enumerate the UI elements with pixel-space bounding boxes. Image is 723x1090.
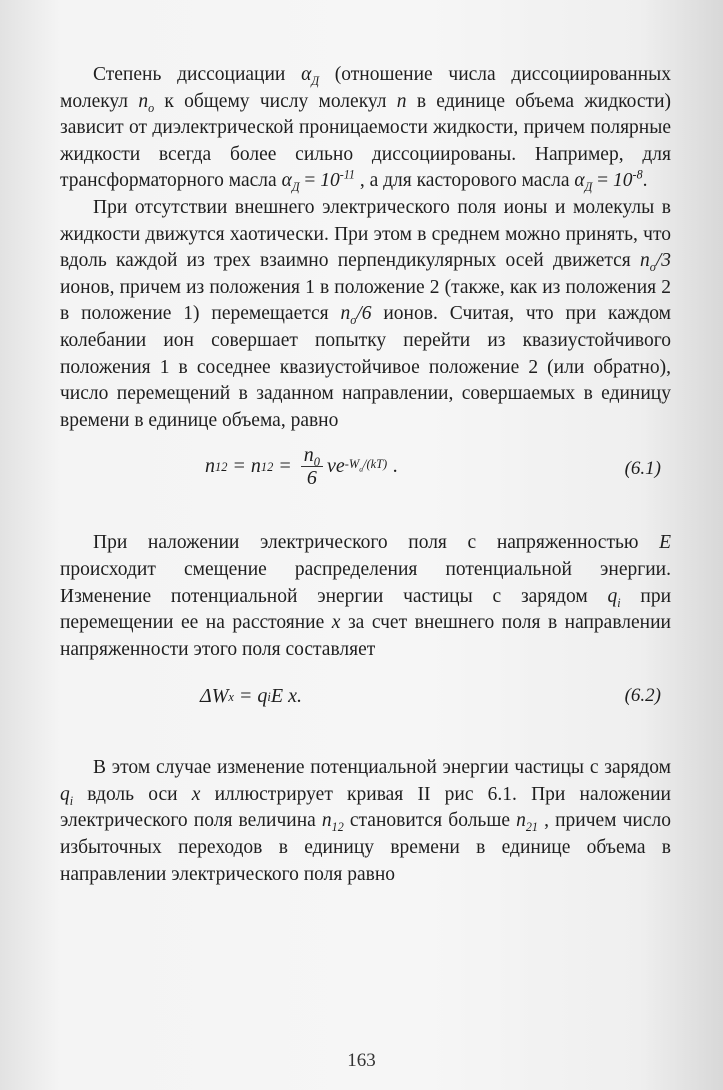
text: , причем число избыточных переходов в единицу времени в единице объема в направлении электрического поля равно: [60, 810, 671, 885]
math-x: x: [191, 783, 201, 805]
math-x: x: [331, 612, 341, 634]
equation-number: (6.1): [624, 458, 661, 480]
equation-number: (6.2): [624, 685, 661, 707]
math-qi: $q_i$: [60, 783, 74, 808]
text: вдоль оси: [73, 783, 192, 805]
text: =: [299, 170, 321, 192]
text: к общему числу молекул: [154, 90, 397, 112]
equation-6-1: [60, 434, 671, 504]
text: ионов. Считая, что при каждом колебании ион совершает попытку перейти из квазиустойчивого положения 1 в соседнее квазиустойчивое положение 2 (или обратно), число перемещений в заданном направлении, совершаемых в единицу времени в единице объема, равно: [60, 303, 671, 431]
fraction: $\frac{n_0}{6}$: [301, 444, 323, 489]
text: (отношение числа диссоциированных молекул: [60, 64, 671, 112]
text: При наложении электрического поля с напряженностью: [93, 532, 660, 554]
text: В этом случае изменение потенциальной энергии частицы с зарядом: [93, 757, 671, 779]
math-n0-third: $n_o/3$: [640, 250, 671, 275]
math-n12: $n_{12}$: [321, 810, 344, 835]
math-value: $10^{-11}$: [320, 167, 355, 192]
paragraph-dissociation: [60, 62, 671, 195]
math-n0-sixth: $n_o/6$: [340, 303, 372, 328]
text: в единице объема жидкости) зависит от диэлектрической проницаемости жидкости, причем полярные жидкости всегда более сильно диссоциированы. Например, для трансформаторного масла: [60, 90, 671, 192]
math-alpha: $\alpha_Д$: [301, 64, 320, 88]
text: .: [642, 170, 648, 192]
text: становится больше: [343, 810, 517, 832]
math-n0: $n_o$: [138, 90, 155, 115]
math-n21: $n_{21}$: [516, 810, 538, 835]
text: , а для касторового масла: [354, 170, 575, 192]
text: ионов, причем из положения 1 в положение 2 (также, как из положения 2 в положение 1) перемещается: [60, 276, 671, 325]
math-E: E: [659, 532, 671, 554]
text: =: [592, 170, 614, 192]
math-alpha: $\alpha_Д$: [281, 170, 300, 195]
text: иллюстрирует кривая II рис 6.1. При наложении электрического поля величина: [60, 783, 671, 832]
paragraph-field-applied: [60, 530, 671, 663]
math-qi: $q_i$: [607, 585, 621, 610]
equation-6-2: [60, 663, 671, 733]
math-alpha: $\alpha_Д$: [574, 170, 593, 195]
equation-body: ΔW x = q i E x.: [200, 685, 302, 708]
text: При отсутствии внешнего электрического поля ионы и молекулы в жидкости движутся хаотически. При этом в среднем можно принять, что вдоль каждой из трех взаимно перпендикулярных осей движется: [60, 196, 671, 272]
page-number: 163: [347, 1050, 376, 1071]
paragraph-curve-ii: [60, 755, 671, 888]
text: Степень диссоциации: [93, 64, 302, 85]
math-value: $10^{-8}$: [613, 167, 643, 192]
text: за счет внешнего поля в направлении напряженности этого поля составляет: [60, 612, 671, 660]
text: происходит смещение распределения потенциальной энергии. Изменение потенциальной энергии частицы с зарядом: [60, 558, 671, 607]
math-n: n: [396, 90, 407, 112]
paragraph-chaotic-motion: [60, 195, 671, 434]
text: при перемещении ее на расстояние: [60, 585, 671, 634]
equation-body: n 12 = n 12 = $\frac{n_0}{6}$ νe $-W_a/(kT)$ .: [205, 444, 399, 490]
page-content: [60, 62, 671, 888]
